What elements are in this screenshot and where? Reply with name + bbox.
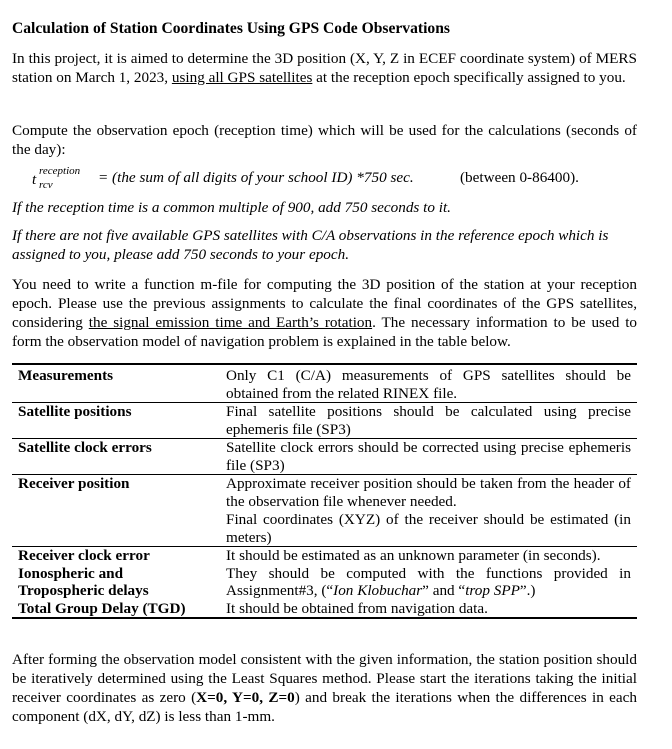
row-value-measurements: Only C1 (C/A) measurements of GPS satellites should be obtained from the related RINEX file. [220,364,637,403]
formula-symbol [32,165,98,191]
intro-text-end: at the reception epoch specifically assigned to you. [312,69,626,86]
table-row [12,600,637,619]
function-underlined-text: the signal emission time and Earth’s rotation [88,314,373,331]
rule-satellite-availability: If there are not five available GPS satellites with C/A observations in the reference epoch which is assigned to you, please add 750 seconds to your epoch. [12,227,609,263]
row-value-satellite-clock: Satellite clock errors should be corrected using precise ephemeris file (SP3) [220,439,637,475]
row-label-tgd: Total Group Delay (TGD) [12,600,220,619]
table-row [12,565,637,600]
table-row [12,475,637,547]
iono-label: Ionospheric and [18,564,124,582]
row-label-iono-tropo [12,565,220,600]
tropo-function-name: trop SPP [465,582,520,599]
iono-tropo-text: They should be computed with the functions provided in Assignment#3, (“ [226,564,631,599]
row-label-measurements: Measurements [12,364,220,403]
formula-t: t [32,171,37,188]
table-row [12,547,637,565]
row-label-receiver-position: Receiver position [12,475,220,547]
function-text: You need to write a function m-file for computing the 3D position of the station at your reception epoch. Please use the previous assignments to calculate the final coordinates of the GPS satellites, considering [12,276,637,331]
table-row [12,439,637,475]
row-label-satellite-clock: Satellite clock errors [12,439,220,475]
intro-text: In this project, it is aimed to determine the 3D position (X, Y, Z in ECEF coordinate system) of MERS station on March 1, 2023, [12,50,637,86]
row-value-satellite-positions: Final satellite positions should be calculated using precise ephemeris file (SP3) [220,403,637,439]
function-text-end: . The necessary information to be used to form the observation model of navigation problem is explained in the table below. [12,314,638,350]
document-title: Calculation of Station Coordinates Using GPS Code Observations [12,20,450,37]
iono-tropo-end: ”.) [519,582,536,599]
intro-underlined-text: using all GPS satellites [171,69,313,86]
intro-paragraph [12,49,637,87]
conclusion-paragraph [12,650,637,726]
formula-superscript: reception [39,165,81,177]
conclusion-text: After forming the observation model consistent with the given information, the station position should be iteratively determined using the Least Squares method. Please start the iterations taking the initial receiver coordinates as zero ( [12,651,637,706]
row-value-receiver-clock: It should be estimated as an unknown parameter (in seconds). [220,547,637,565]
conclusion-bold-coordinates: X=0, Y=0, Z=0 [196,689,295,706]
rule-common-multiple: If the reception time is a common multiple of 900, add 750 seconds to it. [12,199,451,216]
conclusion-text-end: ) and break the iterations when the differences in each component (dX, dY, dZ) is less than 1-mm. [12,689,637,725]
row-value-receiver-position [220,475,637,547]
row-label-satellite-positions: Satellite positions [12,403,220,439]
formula-subscript: rcv [39,179,53,191]
receiver-position-approx: Approximate receiver position should be taken from the header of the observation file whenever needed. [226,475,631,510]
iono-tropo-mid: ” and “ [422,582,466,599]
table-row [12,403,637,439]
iono-function-name: Ion Klobuchar [333,582,423,599]
tropo-label: Tropospheric delays [18,582,149,599]
row-label-receiver-clock: Receiver clock error [12,547,220,565]
reception-time-formula [32,165,632,191]
table-row [12,364,637,403]
row-value-iono-tropo [220,565,637,600]
compute-paragraph: Compute the observation epoch (reception time) which will be used for the calculations (seconds of the day): [12,122,637,158]
receiver-position-final: Final coordinates (XYZ) of the receiver should be estimated (in meters) [226,511,631,546]
row-value-tgd: It should be obtained from navigation data. [220,600,637,619]
function-paragraph [12,275,637,351]
observation-model-table [12,363,637,619]
formula-range: (between 0-86400). [460,169,579,186]
formula-expression: = (the sum of all digits of your school ID) *750 sec. [98,169,414,186]
